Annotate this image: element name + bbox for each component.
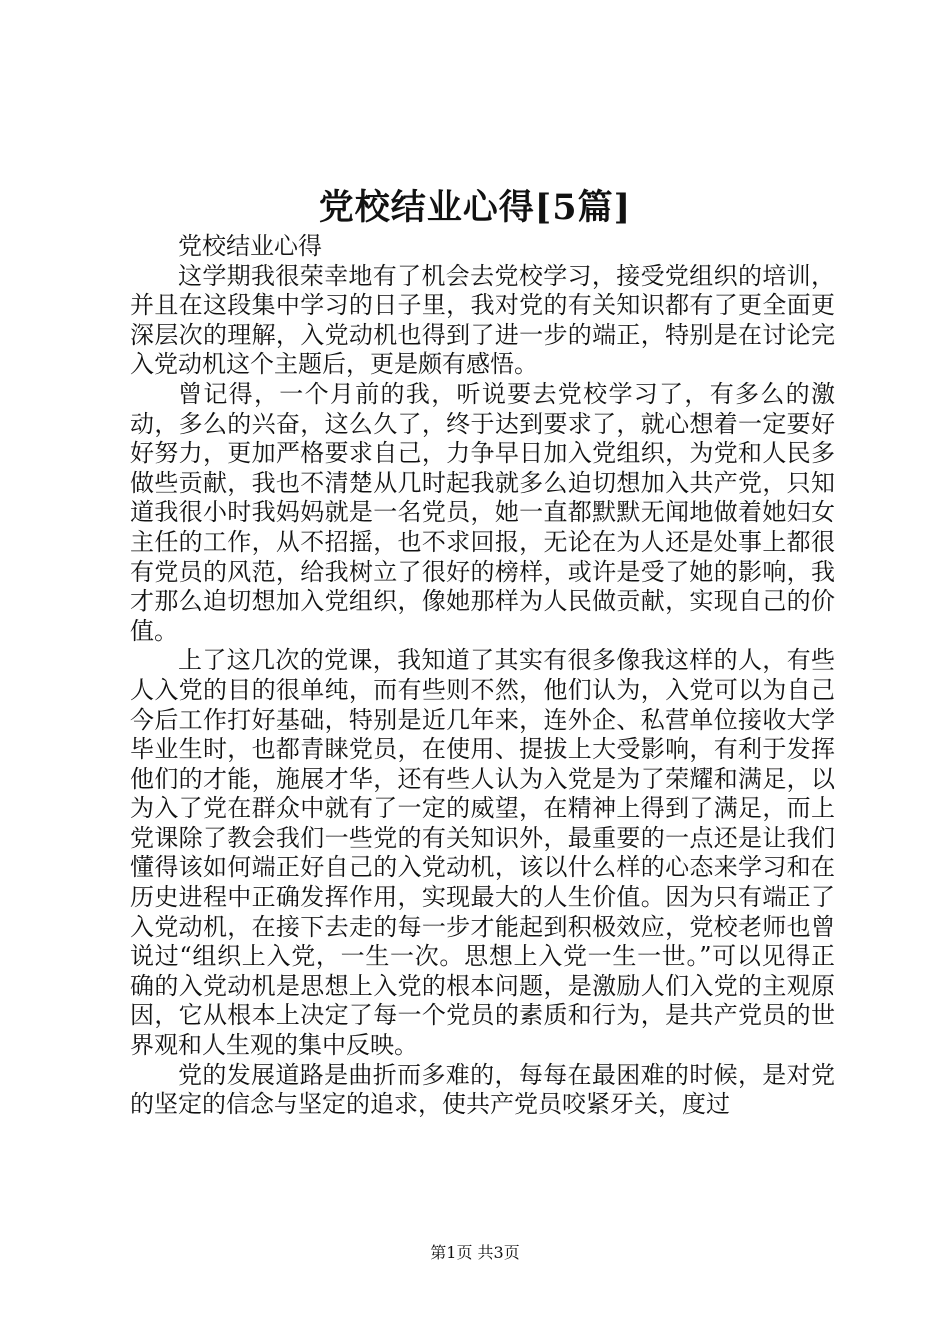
paragraph-4: 党的发展道路是曲折而多难的，每每在最困难的时候，是对党的坚定的信念与坚定的追求，使共产党员咬紧牙关，度过 [130, 1060, 835, 1119]
document-subtitle: 党校结业心得 [178, 232, 322, 260]
document-body [130, 232, 835, 1120]
document-title: 党校结业心得[5篇] [318, 187, 632, 228]
paragraph-3: 上了这几次的党课，我知道了其实有很多像我这样的人，有些人入党的目的很单纯，而有些则不然，他们认为，入党可以为自己今后工作打好基础，特别是近几年来，连外企、私营单位接收大学毕业生时，也都青睐党员，在使用、提拔上大受影响，有利于发挥他们的才能，施展才华，还有些人认为入党是为了荣耀和满足，以为入了党在群众中就有了一定的威望，在精神上得到了满足，而上党课除了教会我们一些党的有关知识外，最重要的一点还是让我们懂得该如何端正好自己的入党动机，该以什么样的心态来学习和在历史进程中正确发挥作用，实现最大的人生价值。因为只有端正了入党动机，在接下去走的每一步才能起到积极效应，党校老师也曾说过“组织上入党，一生一次。思想上入党一生一世。”可以见得正确的入党动机是思想上入党的根本问题，是激励人们入党的主观原因，它从根本上决定了每一个党员的素质和行为，是共产党员的世界观和人生观的集中反映。 [130, 646, 835, 1060]
paragraph-2: 曾记得，一个月前的我，听说要去党校学习了，有多么的激动，多么的兴奋，这么久了，终于达到要求了，就心想着一定要好好努力，更加严格要求自己，力争早日加入党组织，为党和人民多做些贡献，我也不清楚从几时起我就多么迫切想加入共产党，只知道我很小时我妈妈就是一名党员，她一直都默默无闻地做着她妇女主任的工作，从不招摇，也不求回报，无论在为人还是处事上都很有党员的风范，给我树立了很好的榜样，或许是受了她的影响，我才那么迫切想加入党组织，像她那样为人民做贡献，实现自己的价值。 [130, 379, 835, 645]
page-footer: 第1页 共3页 [430, 1243, 520, 1262]
paragraph-1: 这学期我很荣幸地有了机会去党校学习，接受党组织的培训，并且在这段集中学习的日子里，我对党的有关知识都有了更全面更深层次的理解，入党动机也得到了进一步的端正，特别是在讨论完入党动机这个主题后，更是颇有感悟。 [130, 261, 835, 379]
